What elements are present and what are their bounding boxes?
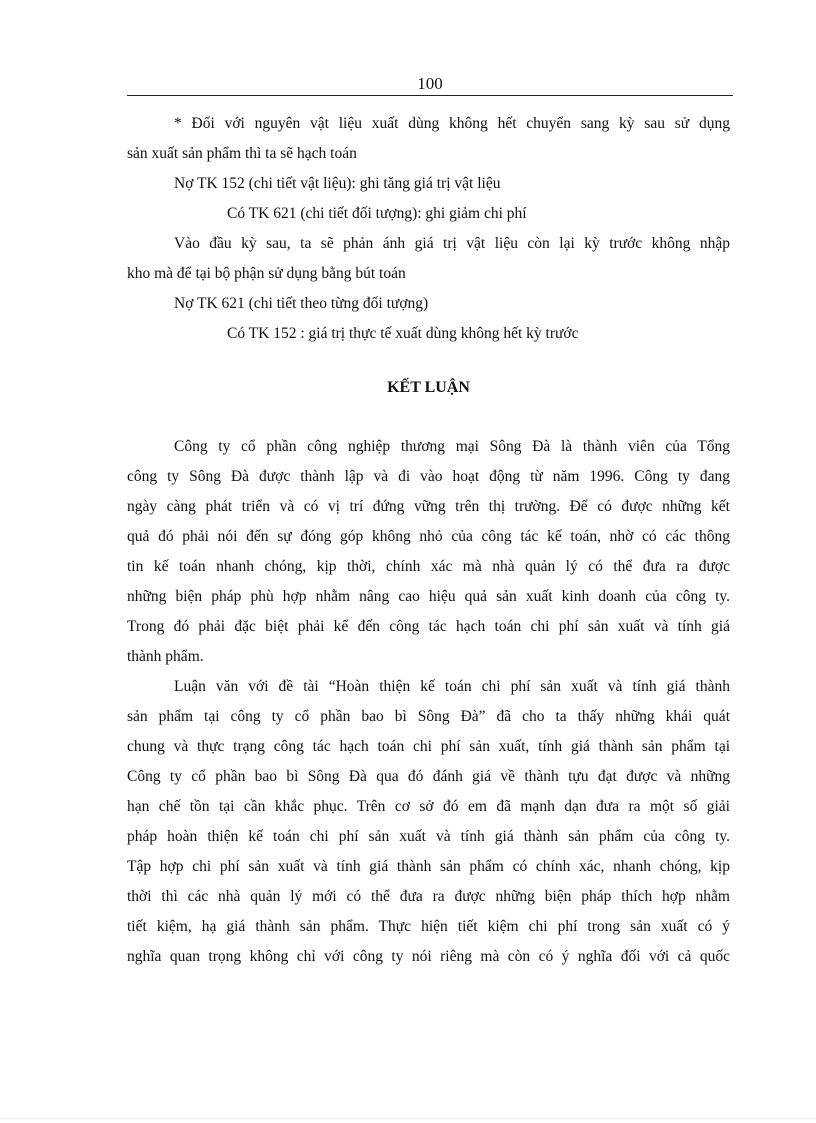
- text-line: Vào đầu kỳ sau, ta sẽ phản ánh giá trị vật liệu còn lại kỳ trước không nhập: [174, 235, 730, 252]
- text-line: chung và thực trạng công tác hạch toán chi phí sản xuất, tính giá thành sản phẩm tại: [127, 738, 730, 755]
- text-line: tin kế toán nhanh chóng, kịp thời, chính xác mà nhà quản lý có thể đưa ra được: [127, 558, 730, 575]
- intro-section: [127, 109, 730, 349]
- text-line: hạn chế tồn tại cần khắc phục. Trên cơ sở đó em đã mạnh dạn đưa ra một số giải: [127, 798, 730, 815]
- text-line: nghĩa quan trọng không chỉ với công ty nói riêng mà còn có ý nghĩa đối với cả quốc: [127, 948, 730, 965]
- conclusion-section: [127, 432, 730, 972]
- text-line: Trong đó phải đặc biệt phải kể đến công tác hạch toán chi phí sản xuất và tính giá: [127, 618, 730, 635]
- text-line: sản xuất sản phẩm thì ta sẽ hạch toán: [127, 145, 357, 162]
- text-line: * Đối với nguyên vật liệu xuất dùng không hết chuyển sang kỳ sau sử dụng: [174, 115, 730, 132]
- text-line: những biện pháp phù hợp nhằm nâng cao hiệu quả sản xuất kinh doanh của công ty.: [127, 588, 730, 605]
- page-number: 100: [417, 74, 443, 93]
- text-line: kho mà để tại bộ phận sử dụng bằng bút toán: [127, 265, 406, 282]
- text-line: Luận văn với đề tài “Hoàn thiện kế toán chi phí sản xuất và tính giá thành: [174, 678, 730, 695]
- text-line: sản phẩm tại công ty cổ phần bao bì Sông Đà” đã cho ta thấy những khái quát: [127, 708, 730, 725]
- text-line: Công ty cổ phần bao bì Sông Đà qua đó đánh giá về thành tựu đạt được và những: [127, 768, 730, 785]
- text-line: Nợ TK 621 (chi tiết theo từng đối tượng): [174, 295, 429, 312]
- document-body: [127, 109, 730, 972]
- text-line: Tập hợp chi phí sản xuất và tính giá thành sản phẩm có chính xác, nhanh chóng, kịp: [127, 858, 730, 875]
- text-line: Nợ TK 152 (chi tiết vật liệu): ghi tăng giá trị vật liệu: [174, 175, 501, 192]
- text-line: quả đó phải nói đến sự đóng góp không nhỏ của công tác kế toán, nhờ có các thông: [127, 528, 730, 545]
- page-header: [127, 73, 733, 96]
- text-line: thời thì các nhà quản lý mới có thể đưa ra được những biện pháp thích hợp nhằm: [127, 888, 730, 905]
- text-line: Có TK 152 : giá trị thực tế xuất dùng không hết kỳ trước: [227, 325, 579, 342]
- page-bottom-edge: [0, 1118, 816, 1119]
- text-line: Công ty cổ phần công nghiệp thương mại Sông Đà là thành viên của Tổng: [174, 438, 730, 455]
- text-line: công ty Sông Đà được thành lập và đi vào hoạt động từ năm 1996. Công ty đang: [127, 468, 730, 485]
- text-line: Có TK 621 (chi tiết đối tượng): ghi giảm chi phí: [227, 205, 527, 222]
- text-line: thành phẩm.: [127, 648, 204, 665]
- section-heading: KẾT LUẬN: [387, 379, 470, 396]
- text-line: tiết kiệm, hạ giá thành sản phẩm. Thực hiện tiết kiệm chi phí trong sản xuất có ý: [127, 918, 730, 935]
- text-line: pháp hoàn thiện kế toán chi phí sản xuất và tính giá thành sản phẩm của công ty.: [127, 828, 730, 845]
- text-line: ngày càng phát triển và có vị trí đứng vững trên thị trường. Để có được những kết: [127, 498, 730, 515]
